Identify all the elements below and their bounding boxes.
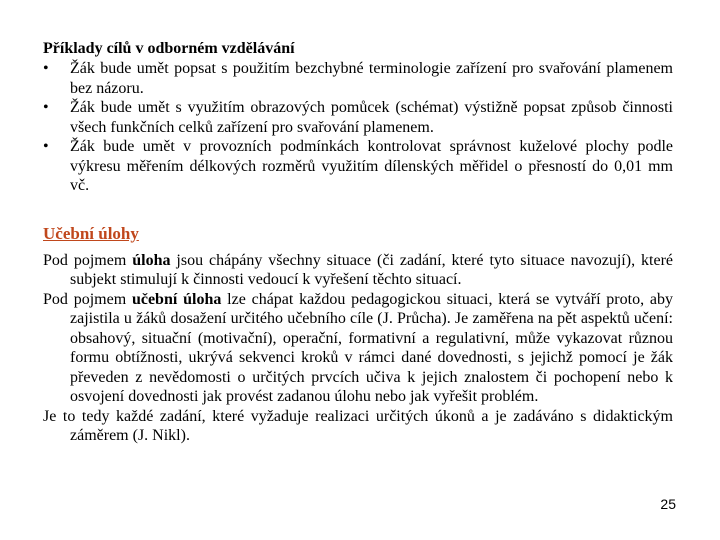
- paragraph-text: jsou chápány všechny situace (či zadání, které tyto situace navozují), které subjekt stimulují k činnosti vedoucí k vyřešení těchto situací.: [70, 251, 674, 288]
- objective-text: Žák bude umět popsat s použitím bezchybné terminologie zařízení pro svařování plamenem bez názoru.: [70, 60, 673, 97]
- definition-paragraph: [43, 251, 673, 290]
- section-title: Učební úlohy: [43, 223, 139, 243]
- term-bold: úloha: [132, 251, 171, 269]
- objective-item: [43, 98, 673, 137]
- definition-paragraph: [43, 290, 673, 407]
- paragraph-text: Pod pojmem: [43, 290, 132, 308]
- bullet-icon: •: [43, 60, 49, 77]
- paragraph-text: Je to tedy každé zadání, které vyžaduje realizaci určitých úkonů a je zadáváno s didaktickým záměrem (J. Nikl).: [43, 407, 673, 444]
- objective-text: Žák bude umět v provozních podmínkách kontrolovat správnost kuželové plochy podle výkresu měřením délkových rozměrů využitím dílenských měřidel o přesností do 0,01 mm vč.: [70, 138, 673, 194]
- objective-item: [43, 137, 673, 196]
- page-number: 25: [660, 496, 676, 512]
- objective-item: [43, 59, 673, 98]
- bullet-icon: •: [43, 99, 49, 116]
- objectives-heading: Příklady cílů v odborném vzdělávání: [43, 40, 295, 57]
- slide-content: [43, 39, 673, 446]
- paragraph-text: Pod pojmem: [43, 251, 133, 269]
- paragraph-text: lze chápat každou pedagogickou situaci, která se vytváří proto, aby zajistila u žáků dosažení určitého učebního cíle (J. Průcha). Je zaměřena na pět aspektů učení: obsahový, situační (motivační), operační, formativní a regulativní, může vykazovat různou formu obtížnosti, ukrývá sekvenci kroků v rámci dané dovednosti, s jejichž pomocí je žák převeden z nevědomosti o určitých prvcích učiva k jejich znalostem či pochopení nebo k osvojení dovednosti jak provést zadanou úlohu nebo jak vyřešit problém.: [70, 290, 673, 405]
- objectives-list: [43, 59, 673, 196]
- bullet-icon: •: [43, 138, 49, 155]
- definition-paragraph: [43, 407, 673, 446]
- objective-text: Žák bude umět s využitím obrazových pomůcek (schémat) výstižně popsat způsob činnosti všech funkčních celků zařízení pro svařování plamenem.: [70, 99, 673, 136]
- term-bold: učební úloha: [131, 290, 222, 308]
